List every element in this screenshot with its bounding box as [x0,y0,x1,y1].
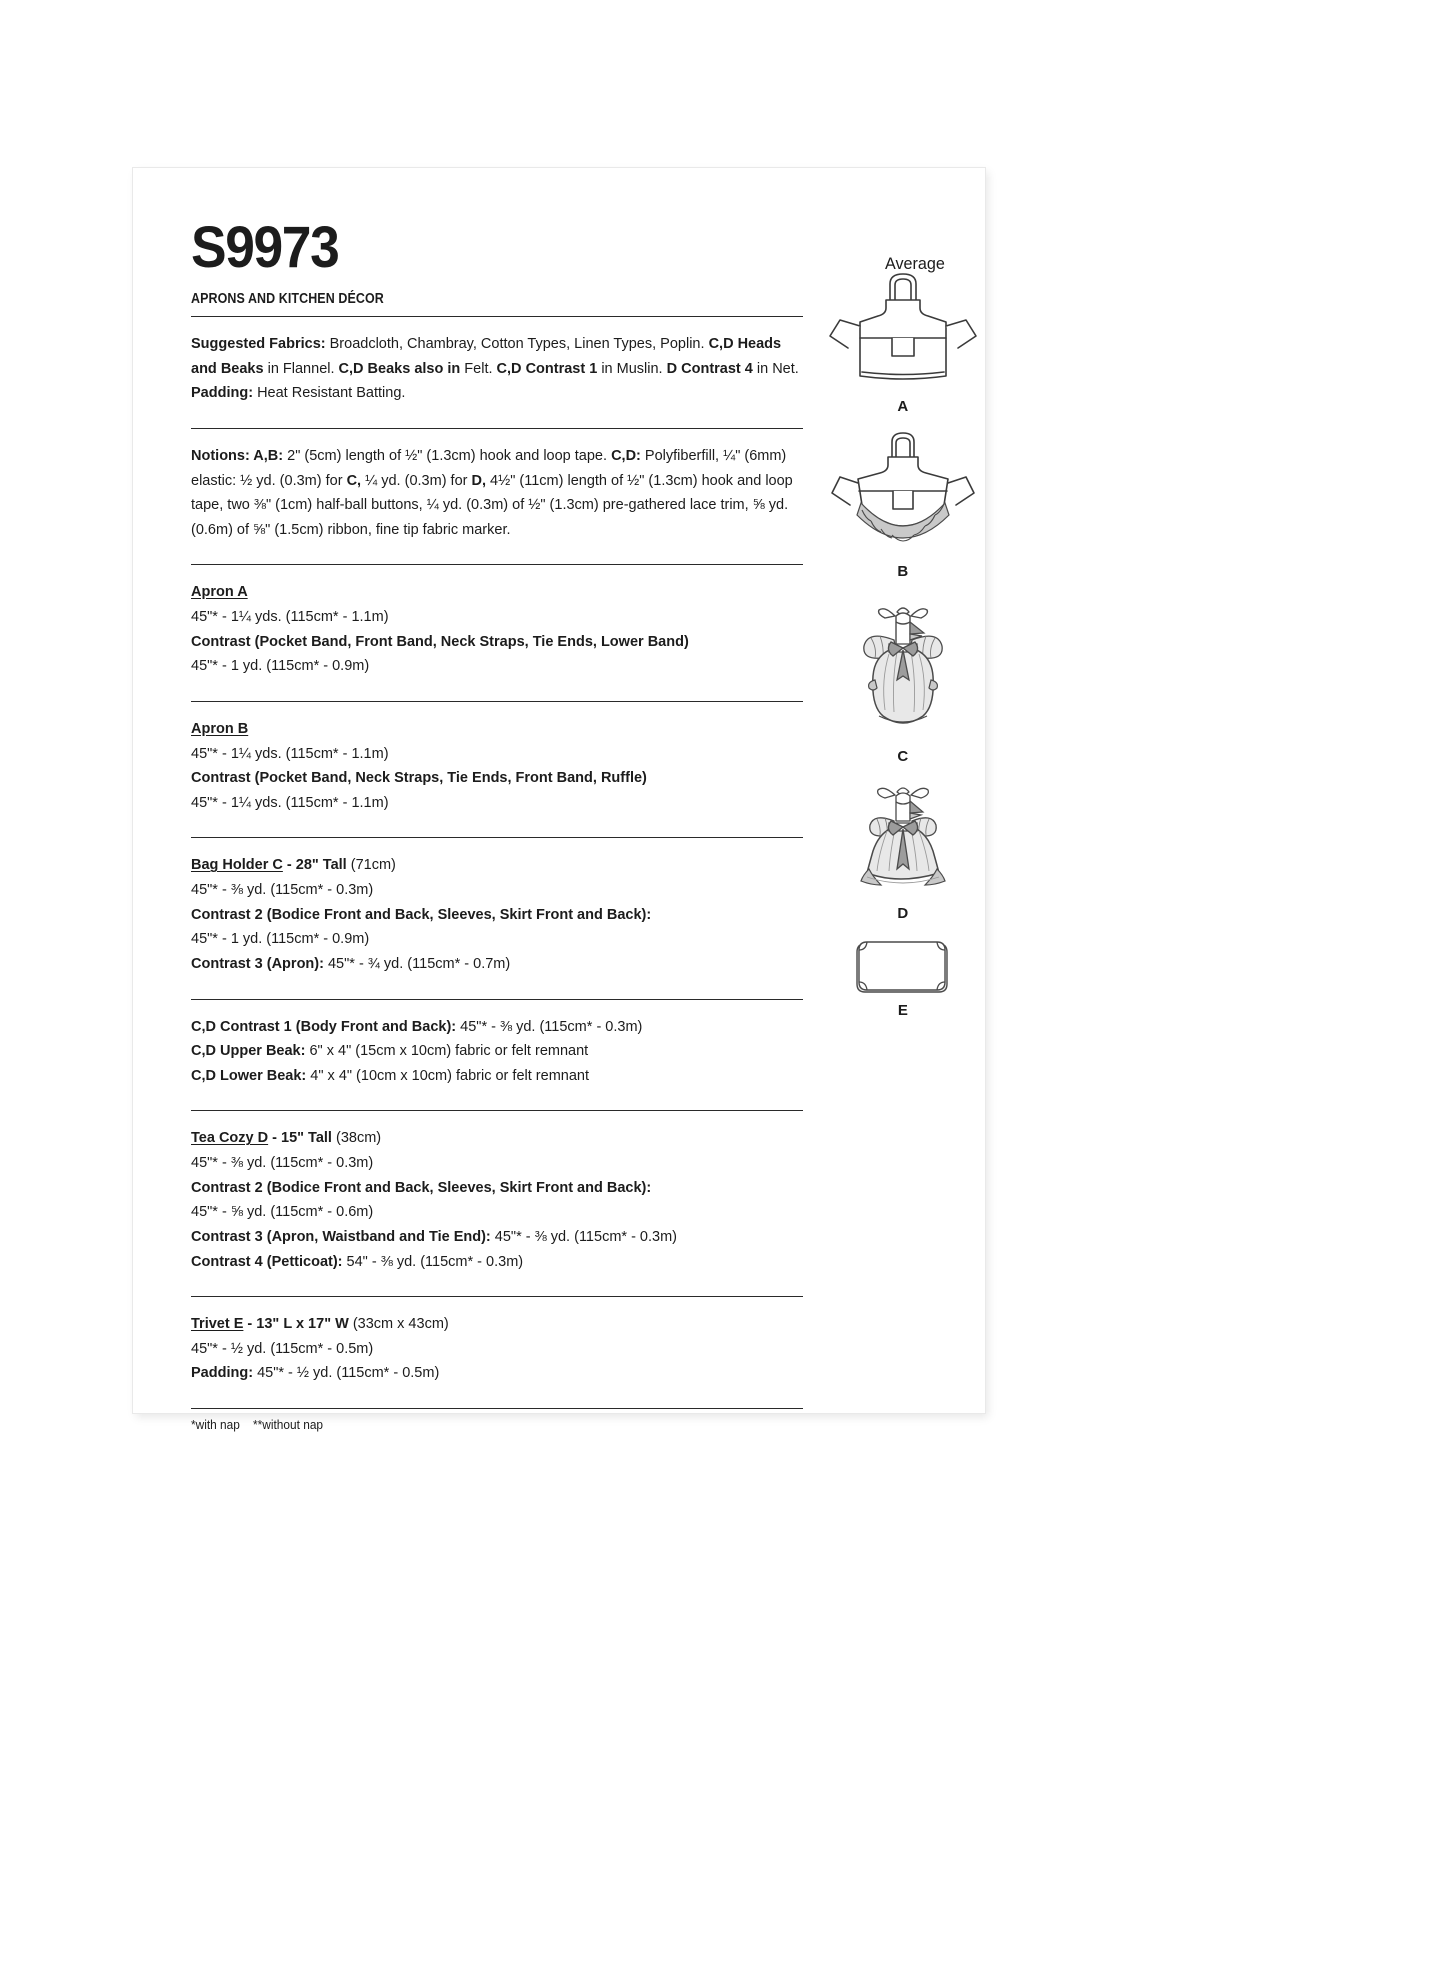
yardage-line-label: Contrast 3 (Apron, Waistband and Tie End): [191,1227,491,1245]
fabrics-text-4: in Net. [752,359,799,377]
trivet-e-illustration [823,938,983,1019]
apron-b-illustration [823,425,983,580]
yardage-line-label: Padding: [191,1364,254,1382]
spacer [191,1297,803,1312]
fabrics-bold-4: D Contrast 4 [666,359,753,377]
notions-seg-4: 4½" (11cm) length of ½" (1.3cm) hook and loop tape, two ⅜" (1cm) half-ball buttons, ¼ yd. (0.3m) of ½" (1.3cm) pre-gathered lace trim, ⅝ yd. (0.6m) of ⅝" (1.5cm) ribbon, fine tip fabric marker. [191,471,793,538]
section-heading-name: Bag Holder C [191,856,283,874]
notions-seg-1: 2" (5cm) length of ½" (1.3cm) hook and loop tape. [283,446,612,464]
section-heading-metric: (33cm x 43cm) [348,1315,449,1333]
figure-label: C [897,748,909,765]
yardage-line [191,630,775,655]
fabrics-bold-3: C,D Contrast 1 [496,359,598,377]
yardage-line-value: 45"* - 1 yd. (115cm* - 0.9m) [191,930,370,948]
section-heading [191,580,775,605]
section-heading [191,1126,775,1151]
spacer [191,1088,803,1110]
yardage-line-value: 45"* - ⅜ yd. (115cm* - 0.3m) [490,1227,678,1245]
suggested-fabrics-paragraph [191,332,803,406]
section-apron-b [191,717,803,816]
yardage-line-value: 45"* - 1¼ yds. (115cm* - 1.1m) [191,744,389,762]
section-cd-contrast [191,1015,803,1089]
notions-label: Notions: A,B: [191,446,284,464]
yardage-line-label: Contrast (Pocket Band, Front Band, Neck Straps, Tie Ends, Lower Band) [191,632,689,650]
spacer [191,1111,803,1126]
yardage-line-label: C,D Lower Beak: [191,1066,307,1084]
section-heading-size: - 15" Tall [268,1129,332,1147]
figure-label: E [897,1002,909,1019]
yardage-line [191,791,775,816]
yardage-line-value: 45"* - ⅝ yd. (115cm* - 0.6m) [191,1203,374,1221]
yardage-line-value: 45"* - ½ yd. (115cm* - 0.5m) [253,1364,440,1382]
yardage-line [191,605,775,630]
bag-holder-c-illustration [823,596,983,765]
yardage-line-label: Contrast 2 (Bodice Front and Back, Sleeves, Skirt Front and Back): [191,905,652,923]
section-heading-metric: (38cm) [331,1129,382,1147]
notions-bold-c: C, [346,471,362,489]
yardage-line [191,952,775,977]
yardage-line [191,1250,775,1275]
yardage-line-value: 6" x 4" (15cm x 10cm) fabric or felt remnant [305,1042,589,1060]
spacer [191,1274,803,1296]
yardage-line [191,1361,775,1386]
yardage-line-value: 45"* - ¾ yd. (115cm* - 0.7m) [323,954,511,972]
spacer [191,702,803,717]
figure-label: B [897,563,909,580]
spacer [191,406,803,428]
nap-footnote: *with nap **without nap [191,1418,324,1433]
yardage-line-value: 45"* - 1 yd. (115cm* - 0.9m) [191,657,370,675]
spacer [191,1000,803,1015]
yardage-line-label: Contrast 2 (Bodice Front and Back, Sleeves, Skirt Front and Back): [191,1178,652,1196]
fabrics-text-2: Felt. [460,359,497,377]
section-heading-name: Apron A [191,583,248,601]
notions-paragraph [191,444,803,543]
yardage-line-label: Contrast 3 (Apron): [191,954,324,972]
yardage-line [191,903,775,928]
section-tea-cozy-d [191,1126,803,1274]
notions-seg-3: ¼ yd. (0.3m) for [361,471,472,489]
section-heading [191,1312,775,1337]
yardage-line-value: 4" x 4" (10cm x 10cm) fabric or felt remnant [306,1066,590,1084]
padding-label: Padding: [191,384,254,402]
yardage-line [191,1064,775,1089]
spacer [191,565,803,580]
suggested-fabrics-label: Suggested Fabrics: [191,335,326,353]
spacer [191,815,803,837]
yardage-line-value: 45"* - ⅜ yd. (115cm* - 0.3m) [191,1154,374,1172]
spacer [191,1386,803,1408]
text-column [191,215,803,1433]
section-heading-size: - 13" L x 17" W [243,1315,349,1333]
fabrics-text-3: in Muslin. [597,359,667,377]
tea-cozy-d-illustration [823,779,983,922]
yardage-line-value: 45"* - ½ yd. (115cm* - 0.5m) [191,1339,374,1357]
section-trivet-e [191,1312,803,1386]
illustration-column [823,264,983,1023]
yardage-line [191,654,775,679]
yardage-line [191,1200,775,1225]
section-heading-size: - 28" Tall [282,856,347,874]
notions-bold-d: D, [471,471,487,489]
figure-label: D [897,905,909,922]
section-heading-name: Apron B [191,719,249,737]
yardage-line [191,766,775,791]
padding-text: Heat Resistant Batting. [253,384,406,402]
notions-seg-2: Polyfiberfill, ¼" (6mm) elastic: ½ yd. (0.3m) for [191,446,787,489]
fabrics-text-1: in Flannel. [263,359,339,377]
yardage-line-value: 45"* - ⅜ yd. (115cm* - 0.3m) [456,1017,643,1035]
section-bag-holder-c [191,853,803,976]
spacer [191,838,803,853]
spacer [191,679,803,701]
yardage-line [191,1039,775,1064]
page-title: S9973 [191,215,339,280]
pattern-subtitle: APRONS AND KITCHEN DÉCOR [191,291,384,308]
yardage-line [191,878,775,903]
yardage-line-value: 45"* - ⅜ yd. (115cm* - 0.3m) [191,881,374,899]
yardage-line [191,1015,775,1040]
section-heading-metric: (71cm) [346,856,396,874]
figure-label: A [897,398,909,415]
fabrics-bold-2: C,D Beaks also in [338,359,461,377]
difficulty-level: Average [885,254,945,273]
yardage-line [191,1337,775,1362]
yardage-line [191,1151,775,1176]
yardage-line-label: C,D Upper Beak: [191,1042,306,1060]
section-apron-a [191,580,803,679]
yardage-line-value: 54" - ⅜ yd. (115cm* - 0.3m) [342,1252,524,1270]
section-heading-name: Tea Cozy D [191,1129,269,1147]
spacer [191,429,803,444]
spacer [191,977,803,999]
apron-a-illustration [823,264,983,415]
spacer [191,307,803,316]
section-heading [191,717,775,742]
suggested-fabrics-list: Broadcloth, Chambray, Cotton Types, Linen Types, Poplin. [325,335,709,353]
yardage-line-value: 45"* - 1¼ yds. (115cm* - 1.1m) [191,608,389,626]
yardage-line [191,742,775,767]
yardage-line-label: Contrast (Pocket Band, Neck Straps, Tie Ends, Front Band, Ruffle) [191,769,647,787]
section-heading [191,853,775,878]
yardage-line [191,1225,775,1250]
section-heading-name: Trivet E [191,1315,244,1333]
yardage-sections [191,580,803,1408]
notions-bold-cd: C,D: [611,446,641,464]
yardage-line [191,927,775,952]
yardage-line-label: Contrast 4 (Petticoat): [191,1252,343,1270]
spacer [191,1409,803,1418]
fabrics-bold-1: C,D Heads and Beaks [191,335,782,377]
spacer [191,542,803,564]
yardage-line [191,1176,775,1201]
spacer [191,317,803,332]
sheet-inner [133,168,985,1433]
pattern-envelope-back [133,168,985,1433]
yardage-line-value: 45"* - 1¼ yds. (115cm* - 1.1m) [191,793,389,811]
yardage-line-label: C,D Contrast 1 (Body Front and Back): [191,1017,457,1035]
